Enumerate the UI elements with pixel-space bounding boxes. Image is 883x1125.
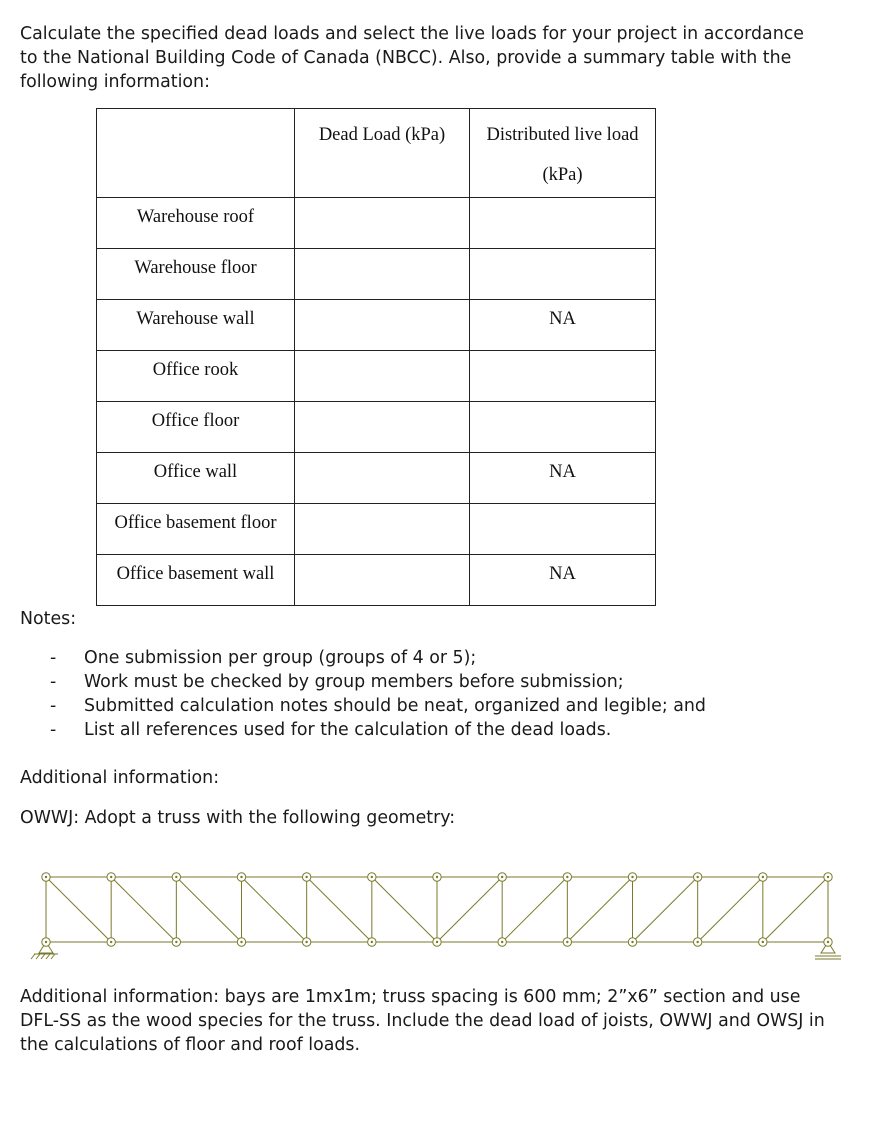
row-label: Office basement wall (97, 555, 295, 606)
truss-node-center (436, 941, 438, 943)
live-load-cell (470, 198, 656, 249)
header-live-load-line1: Distributed live load (486, 125, 639, 145)
dash-bullet: - (50, 672, 57, 692)
header-live-load (470, 109, 656, 198)
table-header-row (97, 109, 656, 198)
table-row (97, 555, 656, 606)
table-row (97, 300, 656, 351)
note-text: Work must be checked by group members before submission; (84, 672, 624, 692)
live-load-cell (470, 504, 656, 555)
header-dead-load: Dead Load (kPa) (295, 109, 470, 198)
truss-node-center (436, 876, 438, 878)
diagonal-member (567, 877, 632, 942)
truss-node-center (696, 876, 698, 878)
truss-node-center (45, 876, 47, 878)
truss-node-center (240, 941, 242, 943)
row-label: Warehouse wall (97, 300, 295, 351)
note-text: List all references used for the calculation of the dead loads. (84, 720, 612, 740)
truss-node-center (827, 941, 829, 943)
notes-list (50, 646, 706, 742)
diagonal-member (502, 877, 567, 942)
truss-node-center (305, 941, 307, 943)
truss-node-center (175, 941, 177, 943)
dash-bullet: - (50, 696, 57, 716)
instructions-paragraph: Calculate the specified dead loads and select the live loads for your project in accordance to the National Building Code of Canada (NBCC). Also, provide a summary table with the following information: (20, 24, 804, 92)
live-load-cell: NA (470, 555, 656, 606)
diagonal-member (763, 877, 828, 942)
truss-node-center (305, 876, 307, 878)
summary-table (96, 108, 656, 606)
truss-diagram (0, 860, 883, 970)
table-row (97, 198, 656, 249)
dash-bullet: - (50, 648, 57, 668)
pin-support-hatch (36, 954, 40, 959)
list-item (50, 646, 706, 670)
pin-support-hatch (46, 954, 50, 959)
table-row (97, 351, 656, 402)
header-live-load-line2: (kPa) (542, 165, 583, 185)
additional-info-heading: Additional information: (20, 768, 220, 788)
truss-node-center (371, 941, 373, 943)
list-item (50, 718, 706, 742)
truss-node-center (371, 876, 373, 878)
truss-node-center (110, 941, 112, 943)
live-load-cell (470, 402, 656, 453)
truss-node-center (762, 876, 764, 878)
live-load-cell (470, 351, 656, 402)
diagonal-member (633, 877, 698, 942)
diagonal-member (307, 877, 372, 942)
truss-node-center (501, 941, 503, 943)
table-row (97, 402, 656, 453)
note-text: One submission per group (groups of 4 or 5); (84, 648, 477, 668)
diagonal-member (437, 877, 502, 942)
dead-load-cell (295, 300, 470, 351)
dead-load-cell (295, 555, 470, 606)
dead-load-cell (295, 249, 470, 300)
live-load-cell (470, 249, 656, 300)
dead-load-cell (295, 351, 470, 402)
pin-support-hatch (31, 954, 35, 959)
list-item (50, 670, 706, 694)
notes-heading: Notes: (20, 609, 77, 629)
truss-node-center (240, 876, 242, 878)
dead-load-cell (295, 504, 470, 555)
table-row (97, 504, 656, 555)
truss-node-center (631, 876, 633, 878)
dead-load-cell (295, 453, 470, 504)
diagonal-member (372, 877, 437, 942)
pin-support-hatch (51, 954, 55, 959)
note-text: Submitted calculation notes should be neat, organized and legible; and (84, 696, 706, 716)
dead-load-cell (295, 198, 470, 249)
truss-node-center (110, 876, 112, 878)
row-label: Office floor (97, 402, 295, 453)
table-row (97, 453, 656, 504)
row-label: Warehouse floor (97, 249, 295, 300)
truss-node-center (631, 941, 633, 943)
diagonal-member (46, 877, 111, 942)
truss-node-center (45, 941, 47, 943)
dash-bullet: - (50, 720, 57, 740)
row-label: Warehouse roof (97, 198, 295, 249)
truss-node-center (762, 941, 764, 943)
truss-node-center (175, 876, 177, 878)
truss-node-center (696, 941, 698, 943)
row-label: Office wall (97, 453, 295, 504)
header-empty-cell (97, 109, 295, 198)
diagonal-member (111, 877, 176, 942)
dead-load-cell (295, 402, 470, 453)
truss-node-center (501, 876, 503, 878)
diagonal-member (176, 877, 241, 942)
truss-node-center (827, 876, 829, 878)
truss-node-center (566, 876, 568, 878)
live-load-cell: NA (470, 300, 656, 351)
row-label: Office basement floor (97, 504, 295, 555)
table-row (97, 249, 656, 300)
truss-members (46, 877, 828, 942)
live-load-cell: NA (470, 453, 656, 504)
final-info-paragraph: Additional information: bays are 1mx1m; truss spacing is 600 mm; 2”x6” section and use DFL-SS as the wood species for the truss. Include the dead load of joists, OWWJ and OWSJ in the calculations of floor and roof loads. (20, 987, 825, 1055)
diagonal-member (698, 877, 763, 942)
pin-support-hatch (41, 954, 45, 959)
list-item (50, 694, 706, 718)
diagonal-member (242, 877, 307, 942)
row-label: Office rook (97, 351, 295, 402)
owwj-instruction: OWWJ: Adopt a truss with the following geometry: (20, 808, 456, 828)
truss-node-center (566, 941, 568, 943)
